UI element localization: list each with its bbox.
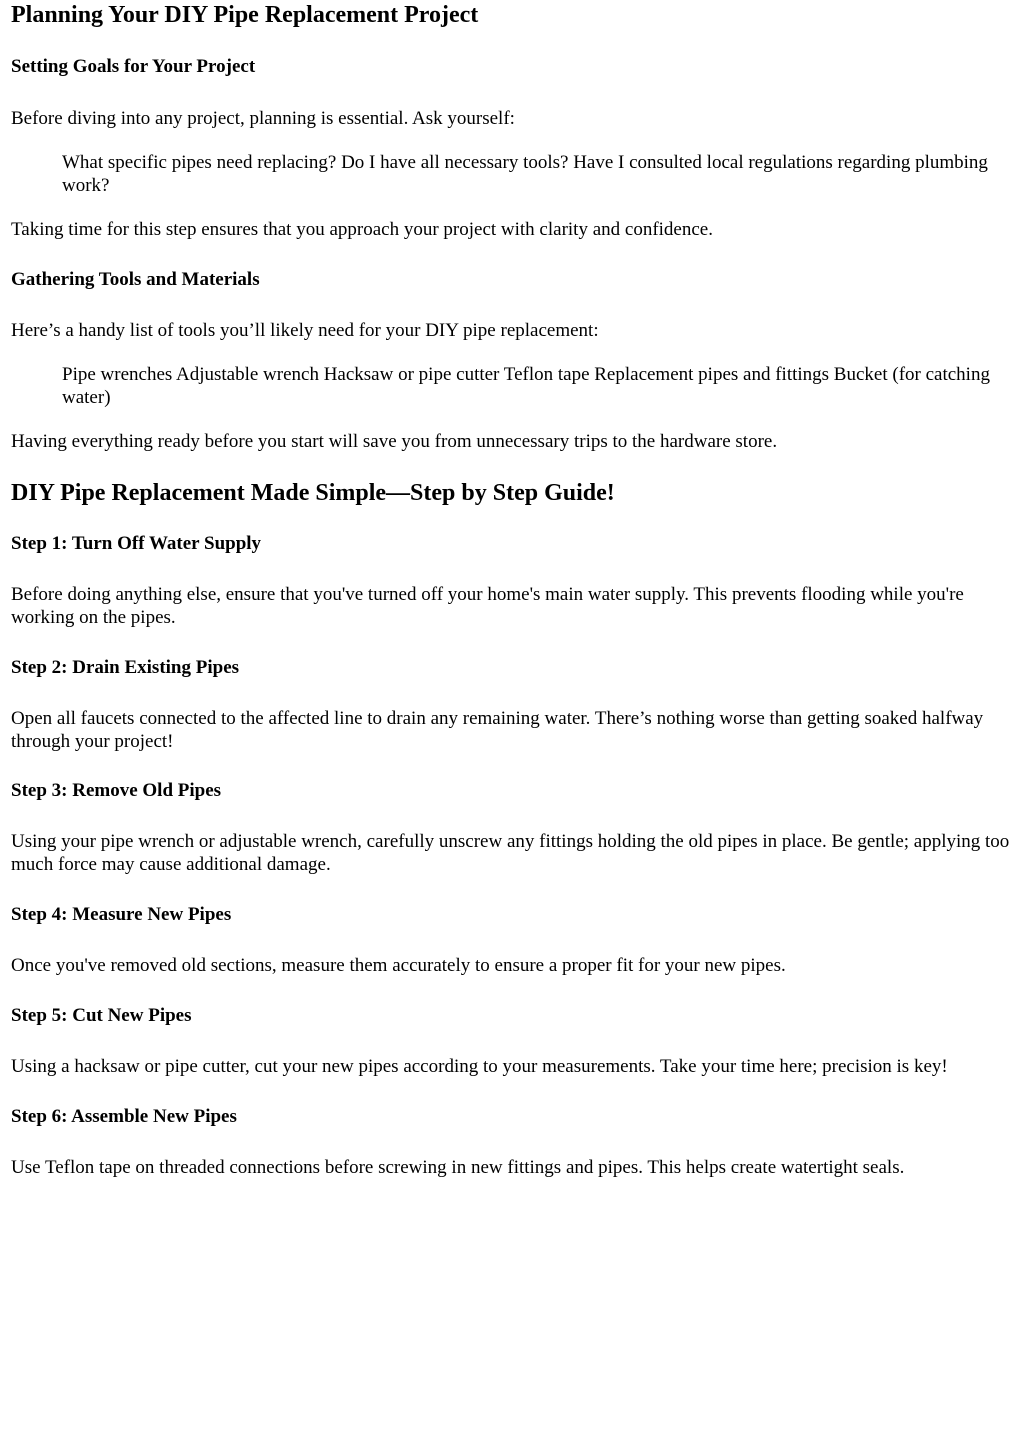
tools-outro: Having everything ready before you start will save you from unnecessary trips to the hardware store.	[11, 431, 778, 452]
step-3-body: Using your pipe wrench or adjustable wrench, carefully unscrew any fittings holding the old pipes in place. Be gentle; applying too much force may cause additional damage.	[11, 831, 1010, 875]
section-title-step-guide: DIY Pipe Replacement Made Simple—Step by Step Guide!	[11, 480, 615, 506]
step-5-body: Using a hacksaw or pipe cutter, cut your new pipes according to your measurements. Take your time here; precision is key!	[11, 1056, 948, 1077]
heading-step-3: Step 3: Remove Old Pipes	[11, 780, 222, 801]
goals-intro: Before diving into any project, planning is essential. Ask yourself:	[11, 108, 515, 129]
tools-intro: Here’s a handy list of tools you’ll likely need for your DIY pipe replacement:	[11, 320, 599, 341]
heading-step-6: Step 6: Assemble New Pipes	[11, 1106, 237, 1127]
tools-list-quote: Pipe wrenches Adjustable wrench Hacksaw or pipe cutter Teflon tape Replacement pipes and fittings Bucket (for catching water)	[62, 364, 990, 408]
step-2-body: Open all faucets connected to the affected line to drain any remaining water. There’s nothing worse than getting soaked halfway through your project!	[11, 708, 984, 752]
page-title: Planning Your DIY Pipe Replacement Project	[11, 2, 479, 28]
heading-step-1: Step 1: Turn Off Water Supply	[11, 533, 262, 554]
step-1-body: Before doing anything else, ensure that you've turned off your home's main water supply. This prevents flooding while you're working on the pipes.	[11, 584, 964, 628]
heading-step-2: Step 2: Drain Existing Pipes	[11, 657, 240, 678]
heading-setting-goals: Setting Goals for Your Project	[11, 56, 256, 77]
goals-outro: Taking time for this step ensures that you approach your project with clarity and confidence.	[11, 219, 713, 240]
goals-questions-quote: What specific pipes need replacing? Do I have all necessary tools? Have I consulted local regulations regarding plumbing work?	[62, 152, 988, 196]
heading-gathering-tools: Gathering Tools and Materials	[11, 269, 260, 290]
step-4-body: Once you've removed old sections, measure them accurately to ensure a proper fit for your new pipes.	[11, 955, 786, 976]
heading-step-5: Step 5: Cut New Pipes	[11, 1005, 192, 1026]
heading-step-4: Step 4: Measure New Pipes	[11, 904, 232, 925]
step-6-body: Use Teflon tape on threaded connections before screwing in new fittings and pipes. This helps create watertight seals.	[11, 1157, 905, 1178]
